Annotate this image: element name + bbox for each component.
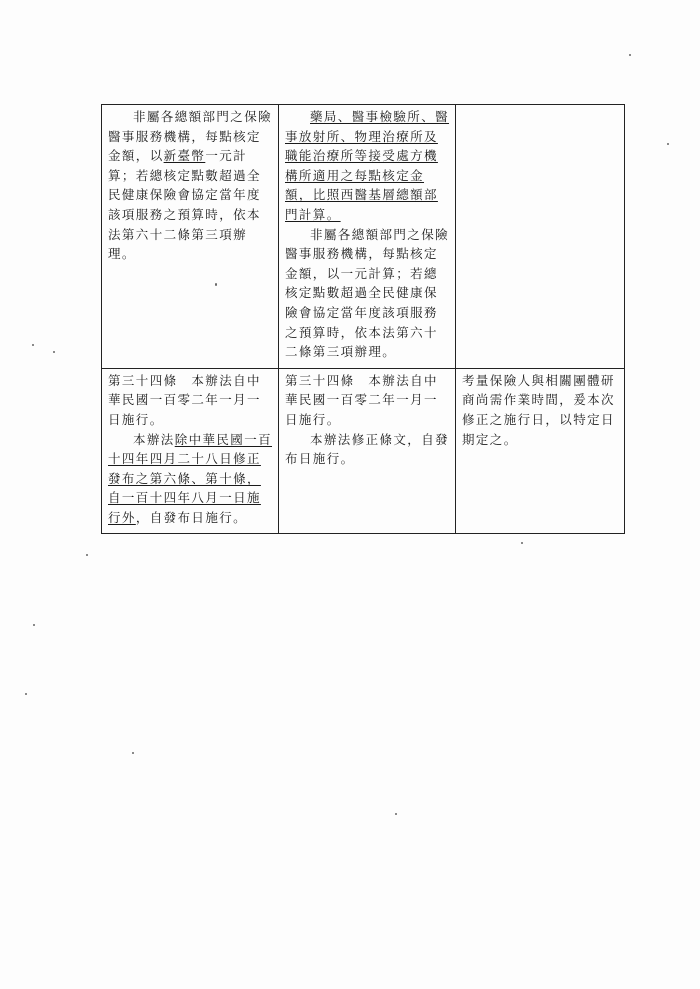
text-segment: 一元計算；若總核定點數超過全民健康保險會協定當年度該項服務之預算時，依本法第六十二條第三項辦理。 — [108, 148, 261, 262]
text-segment: ，自發布日施行。 — [135, 509, 248, 525]
cell-paragraph — [108, 430, 273, 528]
scan-speck — [132, 752, 134, 754]
underlined-amendment-text: 新臺幣 — [163, 148, 206, 164]
text-segment: 非屬各總額部門之保險醫事服務機構，每點核定金額，以 — [108, 109, 273, 164]
scan-speck — [629, 54, 631, 56]
cell-paragraph — [108, 107, 273, 264]
underlined-amendment-text: 除中華民國一百十四年四月二十八日修正發布之第六條、第十條，自一百十四年八月一日施行外 — [108, 431, 273, 525]
cell-paragraph — [285, 430, 450, 469]
table-row — [102, 368, 625, 534]
current-text-cell — [279, 105, 456, 369]
current-text-cell — [279, 368, 456, 534]
scan-speck — [53, 351, 55, 353]
amended-text-cell — [102, 368, 279, 534]
cell-paragraph — [108, 371, 273, 430]
text-segment: 本辦法修正條文，自發布日施行。 — [285, 431, 450, 467]
text-segment: 第三十四條 本辦法自中華民國一百零二年一月一日施行。 — [108, 372, 261, 427]
scan-speck — [521, 542, 523, 544]
text-segment: 第三十四條 本辦法自中華民國一百零二年一月一日施行。 — [285, 372, 438, 427]
underlined-amendment-text: 藥局、醫事檢驗所、醫事放射所、物理治療所及職能治療所等接受處方機構所適用之每點核定金額，比照西醫基層總額部門計算。 — [285, 109, 450, 222]
scan-speck — [25, 693, 27, 695]
cell-paragraph — [285, 107, 450, 225]
amended-text-cell — [102, 105, 279, 369]
scan-speck — [86, 554, 88, 556]
scan-speck — [215, 283, 217, 286]
scan-speck — [33, 624, 35, 626]
scan-speck — [667, 143, 669, 145]
table-row — [102, 105, 625, 369]
explanation-cell — [456, 368, 625, 534]
text-segment: 本辦法 — [133, 431, 175, 447]
cell-paragraph — [285, 225, 450, 362]
text-segment: 非屬各總額部門之保險醫事服務機構，每點核定金額，以一元計算；若總核定點數超過全民健康保險會協定當年度該項服務之預算時，依本法第六十二條第三項辦理。 — [285, 226, 450, 360]
explanation-cell — [456, 105, 625, 369]
cell-paragraph — [462, 371, 619, 449]
scan-speck — [32, 344, 34, 346]
cell-paragraph — [285, 371, 450, 430]
amendment-comparison-table — [101, 104, 625, 534]
text-segment: 考量保險人與相關團體研商尚需作業時間，爰本次修正之施行日，以特定日期定之。 — [462, 372, 615, 447]
scan-speck — [395, 813, 397, 815]
